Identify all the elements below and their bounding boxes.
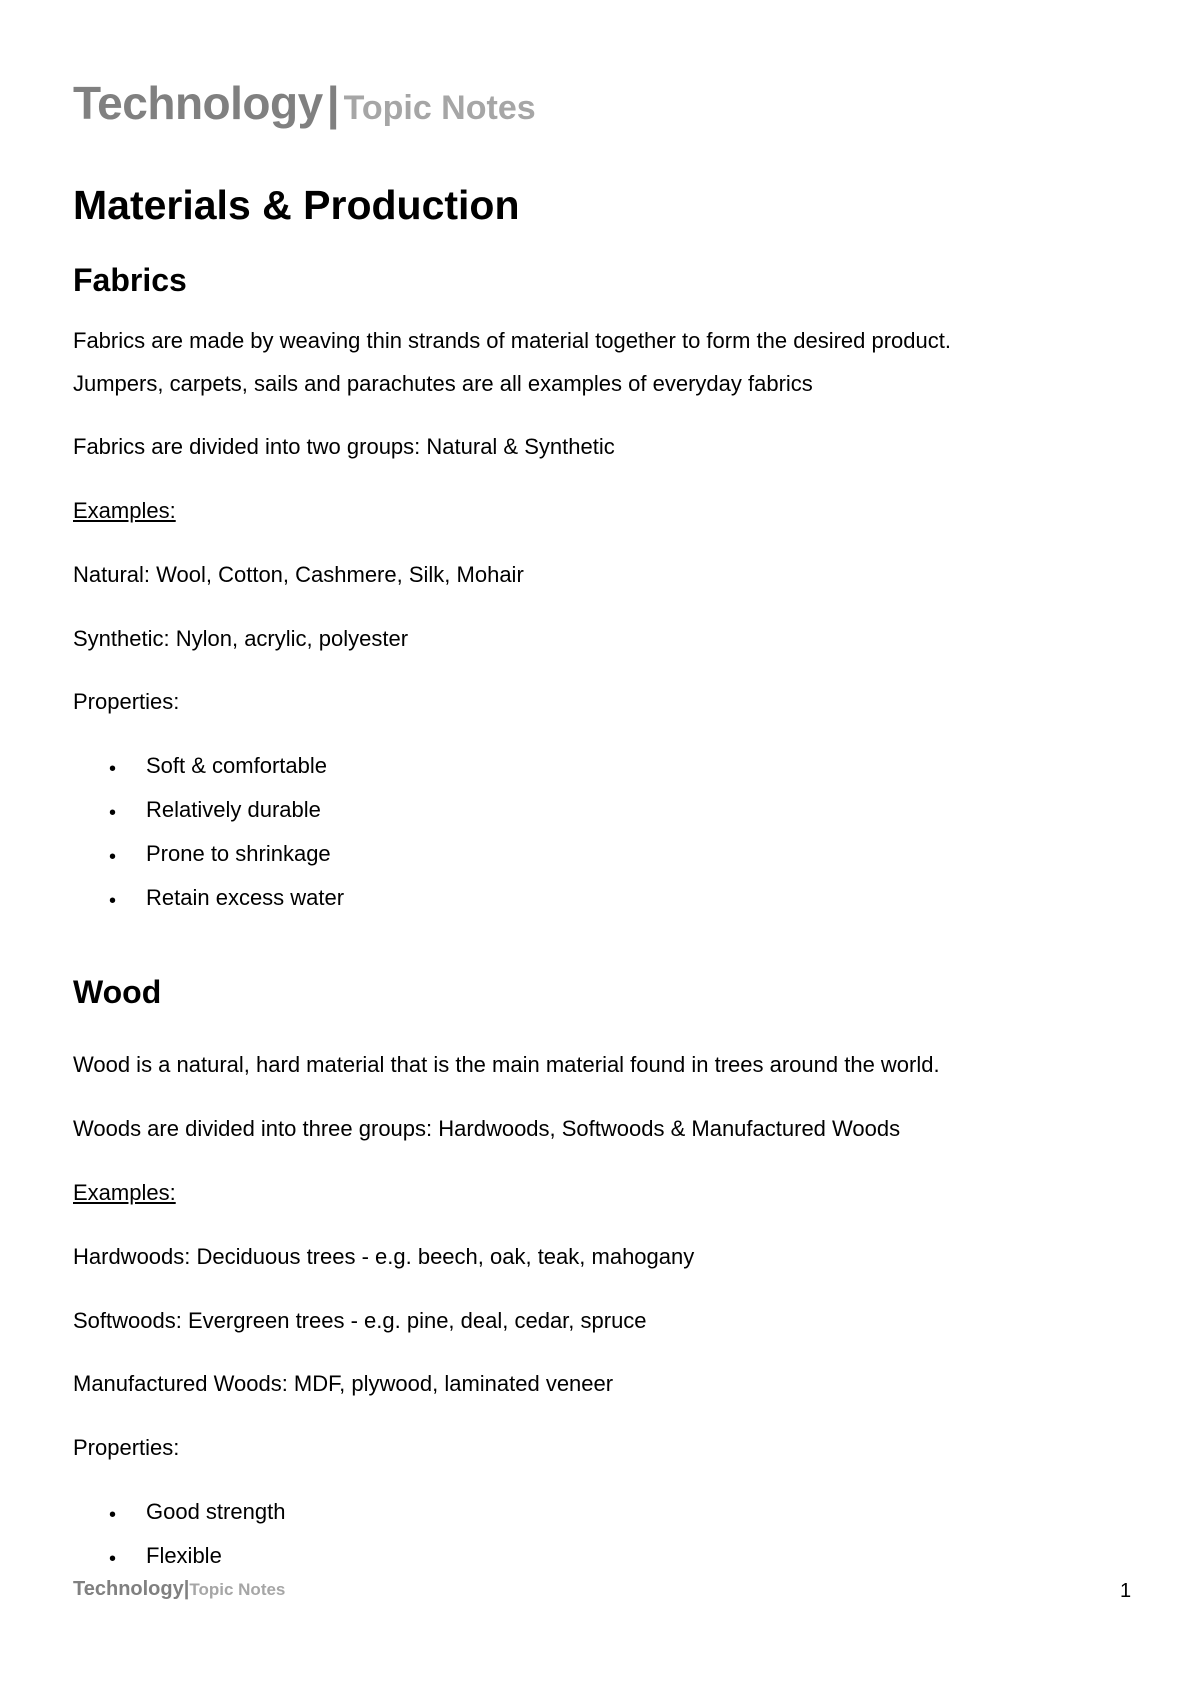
- examples-label: Examples:: [73, 498, 176, 523]
- page-number: 1: [1120, 1580, 1132, 1602]
- paragraph: Woods are divided into three groups: Hardwoods, Softwoods & Manufactured Woods: [73, 1116, 901, 1141]
- section-heading-wood: Wood: [73, 974, 162, 1010]
- paragraph: Manufactured Woods: MDF, plywood, laminated veneer: [73, 1371, 614, 1396]
- bullet-icon: •: [109, 1548, 117, 1570]
- header-title: Technology: [73, 77, 323, 129]
- paragraph: Wood is a natural, hard material that is the main material found in trees around the world.: [73, 1052, 940, 1077]
- examples-label: Examples:: [73, 1180, 176, 1205]
- bullet-icon: •: [109, 802, 117, 824]
- list-item-text: Prone to shrinkage: [146, 841, 331, 866]
- properties-label: Properties:: [73, 689, 180, 714]
- footer-title: Technology: [73, 1578, 184, 1600]
- properties-label: Properties:: [73, 1435, 180, 1460]
- header-subtitle: Topic Notes: [343, 89, 536, 127]
- list-item-text: Relatively durable: [146, 797, 321, 822]
- paragraph: Fabrics are made by weaving thin strands of material together to form the desired product.: [73, 328, 951, 353]
- page-footer: [73, 1578, 285, 1601]
- paragraph: Synthetic: Nylon, acrylic, polyester: [73, 626, 409, 651]
- paragraph: Softwoods: Evergreen trees - e.g. pine, deal, cedar, spruce: [73, 1308, 647, 1333]
- bullet-icon: •: [109, 846, 117, 868]
- paragraph: Jumpers, carpets, sails and parachutes are all examples of everyday fabrics: [73, 371, 813, 396]
- footer-separator: |: [183, 1578, 190, 1600]
- paragraph: Fabrics are divided into two groups: Natural & Synthetic: [73, 434, 615, 459]
- header-separator: |: [326, 77, 340, 129]
- bullet-icon: •: [109, 758, 117, 780]
- bullet-icon: •: [109, 890, 117, 912]
- document-title: Materials & Production: [73, 182, 520, 228]
- paragraph: Natural: Wool, Cotton, Cashmere, Silk, Mohair: [73, 562, 524, 587]
- paragraph: Hardwoods: Deciduous trees - e.g. beech, oak, teak, mahogany: [73, 1244, 695, 1269]
- list-item-text: Good strength: [146, 1499, 286, 1524]
- page-header: [73, 76, 536, 130]
- list-item-text: Flexible: [146, 1543, 222, 1568]
- list-item-text: Soft & comfortable: [146, 753, 327, 778]
- section-heading-fabrics: Fabrics: [73, 262, 187, 298]
- list-item-text: Retain excess water: [146, 885, 345, 910]
- bullet-icon: •: [109, 1504, 117, 1526]
- footer-subtitle: Topic Notes: [189, 1580, 286, 1599]
